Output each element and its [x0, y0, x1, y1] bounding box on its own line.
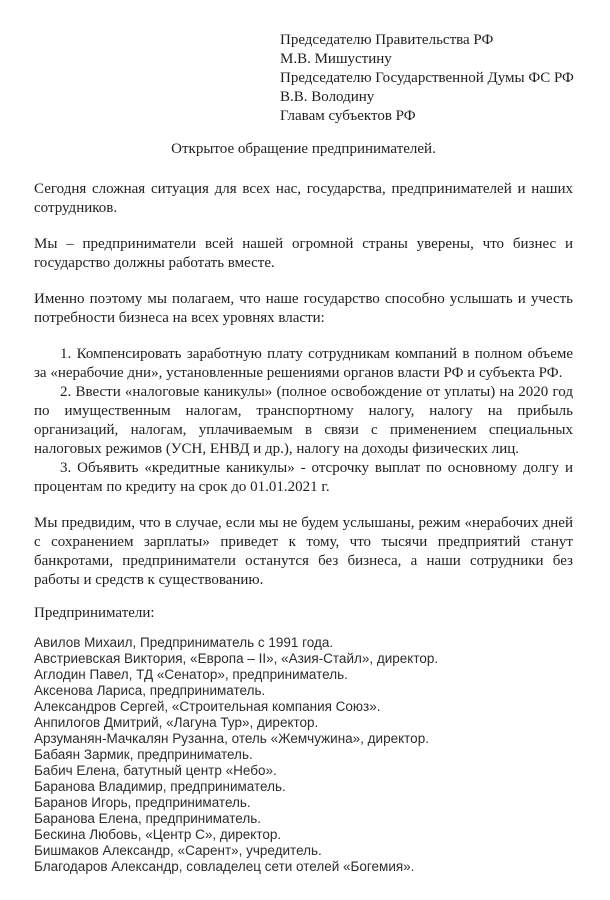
signatory-line: Авилов Михаил, Предприниматель с 1991 года.	[34, 635, 334, 650]
signatories-heading: Предприниматели:	[34, 605, 155, 621]
signatory-line: Баранова Елена, предприниматель.	[34, 811, 261, 826]
signatory-line: Арзуманян-Мачкалян Рузанна, отель «Жемчужина», директор.	[34, 731, 429, 746]
recipient-line: Главам субъектов РФ	[280, 108, 416, 124]
recipient-line: Председателю Государственной Думы ФС РФ	[280, 70, 574, 86]
recipient-block	[280, 31, 573, 126]
signatory-line: Австриевская Виктория, «Европа – II», «Азия-Стайл», директор.	[34, 651, 439, 666]
signatory-line: Баранова Владимир, предприниматель.	[34, 779, 286, 794]
paragraph-situation: Сегодня сложная ситуация для всех нас, государства, предпринимателей и наших сотрудников.	[34, 181, 573, 216]
demand-item-3: 3. Объявить «кредитные каникулы» - отсрочку выплат по основному долгу и процентам по кредиту на срок до 01.01.2021 г.	[34, 460, 573, 495]
demand-item-2: 2. Ввести «налоговые каникулы» (полное освобождение от уплаты) на 2020 год по имущественным налогам, транспортному налогу, налогу на прибыль организаций, налогам, уплачиваемым в связи с применением специальных налоговых режимов (УСН, ЕНВД и др.), налогу на доходы физических лиц.	[34, 384, 573, 457]
signatory-line: Бабаян Зармик, предприниматель.	[34, 747, 253, 762]
signatory-line: Анпилогов Дмитрий, «Лагуна Тур», директор.	[34, 715, 319, 730]
recipient-line: Председателю Правительства РФ	[280, 32, 494, 48]
signatory-line: Александров Сергей, «Строительная компания Союз».	[34, 699, 381, 714]
recipient-line: В.В. Володину	[280, 89, 375, 105]
signatory-line: Благодаров Александр, совладелец сети отелей «Богемия».	[34, 859, 415, 874]
demands-list	[34, 345, 573, 497]
document-title: Открытое обращение предпринимателей.	[171, 141, 436, 157]
signatory-line: Бишмаков Александр, «Сарент», учредитель.	[34, 843, 322, 858]
signatory-line: Аксенова Лариса, предприниматель.	[34, 683, 266, 698]
signatory-line: Аглодин Павел, ТД «Сенатор», предприниматель.	[34, 667, 348, 682]
signatory-line: Баранов Игорь, предприниматель.	[34, 795, 251, 810]
closing-paragraph: Мы предвидим, что в случае, если мы не будем услышаны, режим «нерабочих дней с сохранением зарплаты» приведет к тому, что тысячи предприятий станут банкротами, предприниматели останутся без бизнеса, а наши сотрудники без работы и средств к существованию.	[34, 515, 573, 588]
demand-item-1: 1. Компенсировать заработную плату сотрудникам компаний в полном объеме за «нерабочие дни», установленные решениями органов власти РФ и субъекта РФ.	[34, 346, 573, 381]
signatory-line: Бабич Елена, батутный центр «Небо».	[34, 763, 277, 778]
paragraph-we-entrepreneurs: Мы – предприниматели всей нашей огромной страны уверены, что бизнес и государство должны работать вместе.	[34, 236, 573, 271]
paragraph-therefore: Именно поэтому мы полагаем, что наше государство способно услышать и учесть потребности бизнеса на всех уровнях власти:	[34, 291, 573, 326]
recipient-line: М.В. Мишустину	[280, 51, 392, 67]
signatory-line: Бескина Любовь, «Центр С», директор.	[34, 827, 282, 842]
signatories-list	[34, 635, 573, 875]
